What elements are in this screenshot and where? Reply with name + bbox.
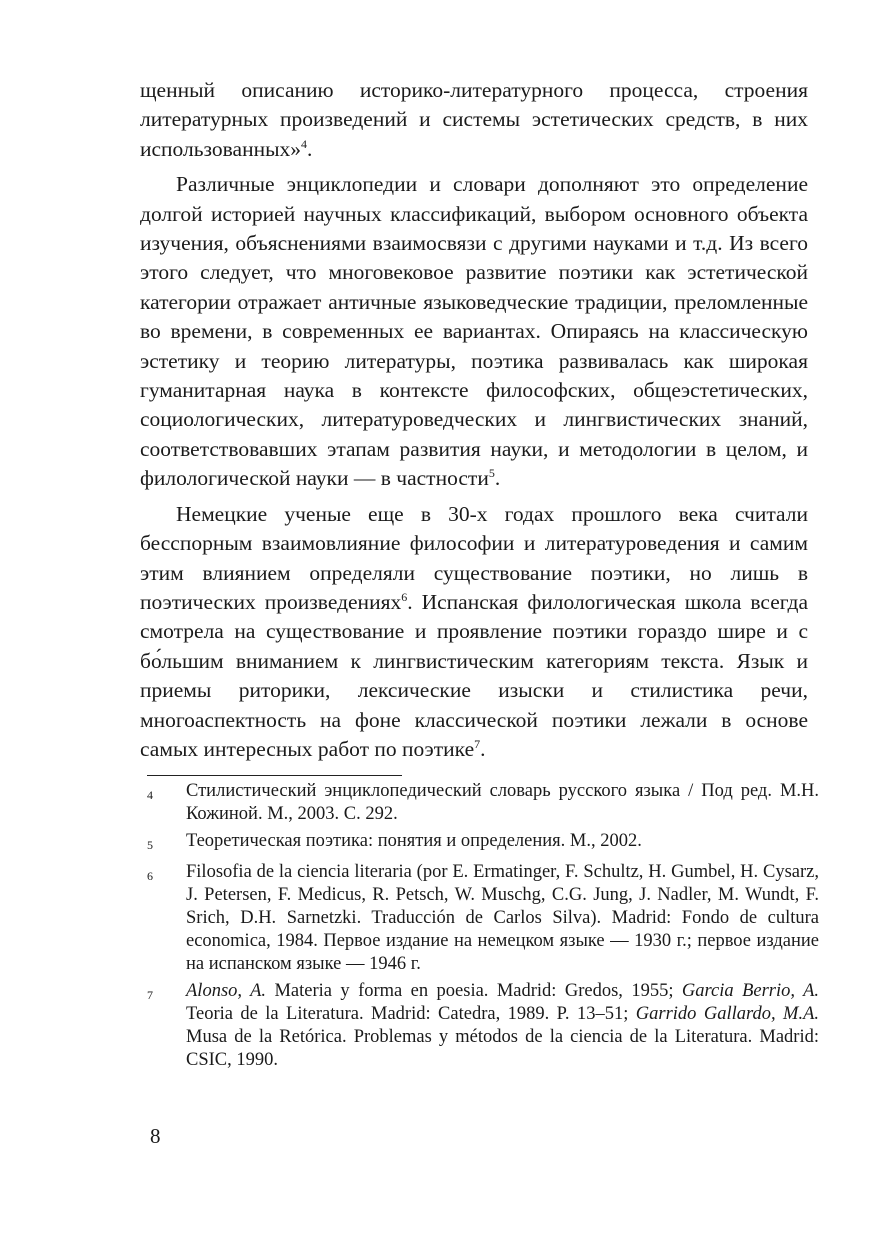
footnote-ref-6: 6: [401, 589, 408, 604]
footnote-number: 6: [147, 869, 153, 883]
footnote-4: [147, 780, 819, 826]
footnote-6: [147, 861, 819, 976]
body-text: [140, 76, 808, 764]
footnote-number: 7: [147, 988, 153, 1002]
page-number: 8: [150, 1124, 161, 1148]
footnote-text: Теоретическая поэтика: понятия и определения. М., 2002.: [186, 831, 642, 851]
paragraph-3: Немецкие ученые еще в 30-х годах прошлого века считали бесспорным взаимовлияние философии и литературоведения и самим этим влиянием определяли существование поэтики, но лишь в поэтических произведениях$^6$. Испанская филологическая школа всегда смотрела на существование и проявление поэтики гораздо шире и с бо́льшим вниманием к лингвистическим категориям текста. Язык и приемы риторики, лексические изыски и стилистика речи, многоаспектность на фоне классической поэтики лежали в основе самых интересных работ по поэтике$^7$.: [140, 501, 808, 761]
footnote-separator: [147, 775, 402, 776]
footnote-ref-5: 5: [488, 466, 495, 481]
paragraph-1: щенный описанию историко-литературного процесса, строения литературных произведений и системы эстетических средств, в них использованных»$^4$.: [140, 78, 808, 161]
footnote-number: 5: [147, 838, 153, 852]
footnote-5: [147, 830, 819, 857]
footnote-ref-7: 7: [474, 736, 481, 751]
footnote-text: Alonso, A. Materia y forma en poesia. Madrid: Gredos, 1955; Garcia Berrio, A. Teoria de la Literatura. Madrid: Catedra, 1989. P. 13–51; Garrido Gallardo, M.A. Musa de la Retórica. Problemas y métodos de la ciencia de la Literatura. Madrid: CSIC, 1990.: [186, 981, 820, 1070]
footnote-7: [147, 980, 819, 1072]
footnotes: [147, 780, 819, 1076]
footnote-text: Filosofia de la ciencia literaria (por E. Ermatinger, F. Schultz, H. Gumbel, H. Cysarz, J. Petersen, F. Medicus, R. Petsch, W. Muschg, C.G. Jung, J. Nadler, M. Wundt, F. Srich, D.H. Sarnetzki. Traducción de Carlos Silva). Madrid: Fondo de cultura economica, 1984. Первое издание на немецком языке — 1930 г.; первое издание на испанском языке — 1946 г.: [186, 862, 819, 974]
footnote-text: Стилистический энциклопедический словарь русского языка / Под ред. М.Н. Кожиной. М., 2003. С. 292.: [186, 781, 819, 824]
footnote-ref-4: 4: [301, 136, 308, 151]
footnote-number: 4: [147, 788, 153, 802]
paragraph-2: Различные энциклопедии и словари дополняют это определение долгой историей научных классификаций, выбором основного объекта изучения, объяснениями взаимосвязи с другими науками и т.д. Из всего этого следует, что многовековое развитие поэтики как эстетической категории отражает античные языковедческие традиции, преломленные во времени, в современных ее вариантах. Опираясь на классическую эстетику и теорию литературы, поэтика развивалась как широкая гуманитарная наука в контексте философских, общеэстетических, социологических, литературоведческих и лингвистических знаний, соответствовавших этапам развития науки, и методологии в целом, и филологической науки — в частности$^5$.: [140, 172, 808, 491]
